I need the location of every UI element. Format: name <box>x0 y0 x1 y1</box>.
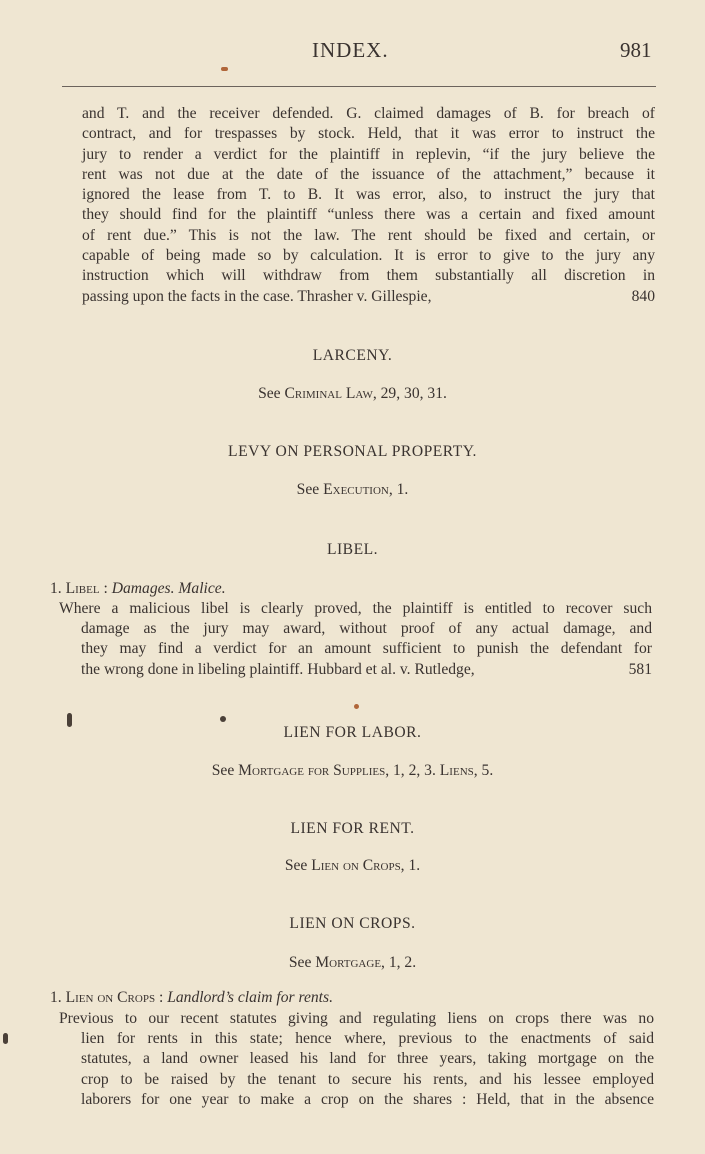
citation-line <box>81 660 652 680</box>
heading-larceny: LARCENY. <box>312 347 393 364</box>
running-head: INDEX. <box>312 38 389 62</box>
see-reference: Execution, <box>323 481 393 498</box>
entry-number: 1. <box>50 580 62 597</box>
entry-number: 1. <box>50 989 62 1006</box>
text-line: rent was not due at the date of the issuance of the attachment,” because it <box>82 165 655 183</box>
see-word: See <box>211 762 235 779</box>
header-rule <box>62 86 656 87</box>
libel-paragraph-rest <box>81 619 652 680</box>
cross-reference-lien-rent <box>0 857 705 875</box>
text-line: crop to be raised by the tenant to secure his rents, and his lessee employed <box>81 1070 654 1088</box>
see-reference: Mortgage for Supplies, <box>238 762 390 779</box>
ink-speck <box>221 67 228 71</box>
page-number: 981 <box>620 38 652 62</box>
text-line: lien for rents in this state; hence where, previous to the enactments of said <box>81 1030 654 1047</box>
lien-crops-paragraph-first <box>59 1009 654 1029</box>
heading-lien-on-crops: LIEN ON CROPS. <box>289 915 416 932</box>
text-line: and T. and the receiver defended. G. claimed damages of B. for breach of <box>82 105 655 122</box>
text-line: instruction which will withdraw from them substantially all discretion in <box>82 267 655 285</box>
citation-text: passing upon the facts in the case. Thrasher v. Gillespie, <box>82 287 432 305</box>
heading-lien-for-rent: LIEN FOR RENT. <box>290 820 415 837</box>
text-line: of rent due.” This is not the law. The rent should be fixed and certain, or <box>82 226 655 244</box>
see-numbers: 29, 30, 31. <box>376 385 447 402</box>
entry-header-libel <box>50 580 226 598</box>
continuation-paragraph <box>82 104 655 307</box>
cross-reference-levy <box>0 481 705 499</box>
entry-label: Libel : <box>65 580 108 597</box>
see-word: See <box>258 385 281 402</box>
text-line: laborers for one year to make a crop on the shares : Held, that in the absence <box>81 1090 654 1108</box>
text-line: contract, and for trespasses by stock. Held, that it was error to instruct the <box>82 125 655 143</box>
libel-paragraph-first <box>59 599 652 619</box>
see-word: See <box>296 481 320 498</box>
entry-header-lien-crops <box>50 989 333 1007</box>
ink-speck <box>3 1033 8 1044</box>
see-reference: Lien on Crops, <box>311 857 405 874</box>
see-word: See <box>288 954 312 971</box>
see-numbers: 1. <box>404 857 421 874</box>
text-line: they should find for the plaintiff “unless there was a certain and fixed amount <box>82 206 655 224</box>
cross-reference-lien-crops <box>0 954 705 972</box>
citation-page: 840 <box>631 287 655 305</box>
ink-speck <box>220 716 226 722</box>
text-line: Where a malicious libel is clearly proved, the plaintiff is entitled to recover such <box>59 600 652 617</box>
lien-crops-paragraph-rest <box>81 1029 654 1110</box>
citation-line <box>82 287 655 307</box>
see-reference: Liens, <box>439 762 478 779</box>
citation-text: the wrong done in libeling plaintiff. Hubbard et al. v. Rutledge, <box>81 660 475 678</box>
text-line: ignored the lease from T. to B. It was error, also, to instruct the jury that <box>82 186 655 204</box>
citation-page: 581 <box>628 660 652 678</box>
cross-reference-larceny <box>0 385 705 403</box>
see-numbers: 1, 2, 3. <box>389 762 436 779</box>
text-line: statutes, a land owner leased his land for three years, taking mortgage on the <box>81 1050 654 1068</box>
heading-lien-for-labor: LIEN FOR LABOR. <box>283 724 422 741</box>
heading-levy: LEVY ON PERSONAL PROPERTY. <box>228 443 477 460</box>
see-reference: Mortgage, <box>315 954 385 971</box>
see-word: See <box>284 857 308 874</box>
heading-libel: LIBEL. <box>326 541 379 558</box>
text-line: capable of being made so by calculation. It is error to give to the jury any <box>82 247 655 265</box>
text-line: jury to render a verdict for the plaintiff in replevin, “if the jury believe the <box>82 145 655 163</box>
entry-topic: Landlord’s claim for rents. <box>167 989 333 1006</box>
text-line: Previous to our recent statutes giving and regulating liens on crops there was no <box>59 1010 654 1027</box>
entry-label: Lien on Crops : <box>65 989 164 1006</box>
cross-reference-lien-labor <box>0 762 705 780</box>
entry-topic: Damages. Malice. <box>111 580 226 597</box>
text-line: they may find a verdict for an amount sufficient to punish the defendant for <box>81 640 652 658</box>
see-numbers: 1. <box>392 481 409 498</box>
see-numbers: 5. <box>477 762 494 779</box>
ink-speck <box>354 704 359 709</box>
text-line: damage as the jury may award, without proof of any actual damage, and <box>81 620 652 637</box>
see-numbers: 1, 2. <box>384 954 417 971</box>
see-reference: Criminal Law, <box>284 385 377 402</box>
